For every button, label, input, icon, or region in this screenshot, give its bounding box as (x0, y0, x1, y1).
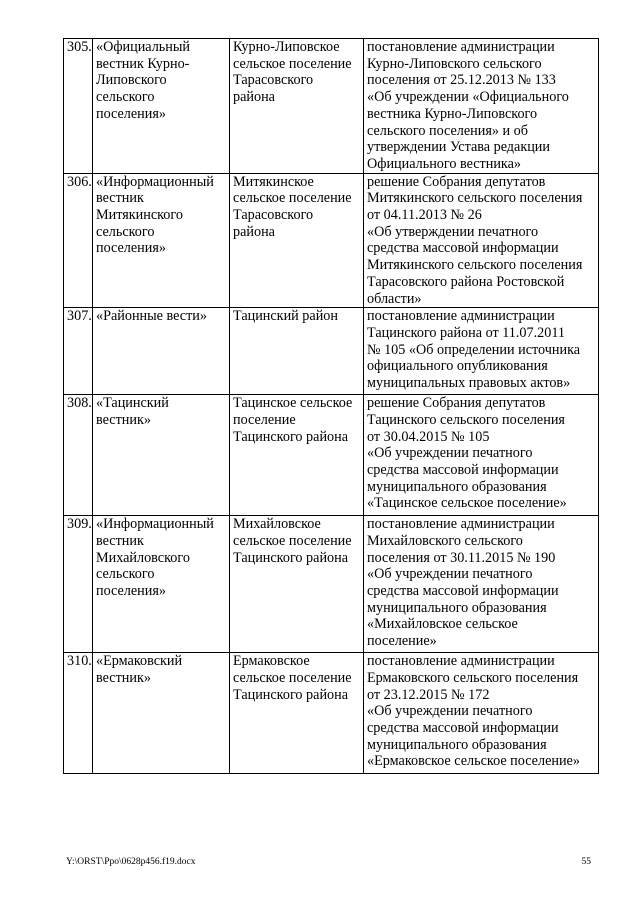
territory: Тацинский район (230, 308, 364, 395)
territory: Ермаковское сельское поселение Тацинского района (230, 653, 364, 774)
footer-file-path: Y:\ORST\Ppo\0628p456.f19.docx (66, 857, 196, 867)
legal-act: постановление администрации Курно-Липовского сельского поселения от 25.12.2013 № 133 «Об учреждении «Официального вестника Курно-Липовского сельского поселения» и об утверждении Устава редакции Официального вестника» (364, 39, 599, 174)
publication-name: «Информационный вестник Митякинского сельского поселения» (93, 173, 230, 308)
footer-page-number: 55 (581, 857, 591, 867)
table-row (64, 395, 599, 516)
territory: Тацинское сельское поселение Тацинского района (230, 395, 364, 516)
table-row (64, 516, 599, 653)
publication-name: «Тацинский вестник» (93, 395, 230, 516)
territory: Михайловское сельское поселение Тацинского района (230, 516, 364, 653)
row-number: 307. (64, 308, 93, 395)
legal-act: постановление администрации Ермаковского сельского поселения от 23.12.2015 № 172 «Об учреждении печатного средства массовой информации муниципального образования «Ермаковское сельское поселение» (364, 653, 599, 774)
table-row (64, 653, 599, 774)
row-number: 305. (64, 39, 93, 174)
legal-act: постановление администрации Михайловского сельского поселения от 30.11.2015 № 190 «Об учреждении печатного средства массовой информации муниципального образования «Михайловское сельское поселение» (364, 516, 599, 653)
row-number: 308. (64, 395, 93, 516)
publication-name: «Районные вести» (93, 308, 230, 395)
row-number: 310. (64, 653, 93, 774)
territory: Курно-Липовское сельское поселение Тарасовского района (230, 39, 364, 174)
legal-act: постановление администрации Тацинского района от 11.07.2011 № 105 «Об определении источника официального опубликования муниципальных правовых актов» (364, 308, 599, 395)
row-number: 306. (64, 173, 93, 308)
publication-name: «Официальный вестник Курно- Липовского сельского поселения» (93, 39, 230, 174)
table-row (64, 39, 599, 174)
table-row (64, 173, 599, 308)
publication-name: «Ермаковский вестник» (93, 653, 230, 774)
territory: Митякинское сельское поселение Тарасовского района (230, 173, 364, 308)
legal-act: решение Собрания депутатов Тацинского сельского поселения от 30.04.2015 № 105 «Об учреждении печатного средства массовой информации муниципального образования «Тацинское сельское поселение» (364, 395, 599, 516)
publication-name: «Информационный вестник Михайловского сельского поселения» (93, 516, 230, 653)
legal-act: решение Собрания депутатов Митякинского сельского поселения от 04.11.2013 № 26 «Об утверждении печатного средства массовой информации Митякинского сельского поселения Тарасовского района Ростовской области» (364, 173, 599, 308)
table-row (64, 308, 599, 395)
registry-table (63, 38, 599, 774)
row-number: 309. (64, 516, 93, 653)
